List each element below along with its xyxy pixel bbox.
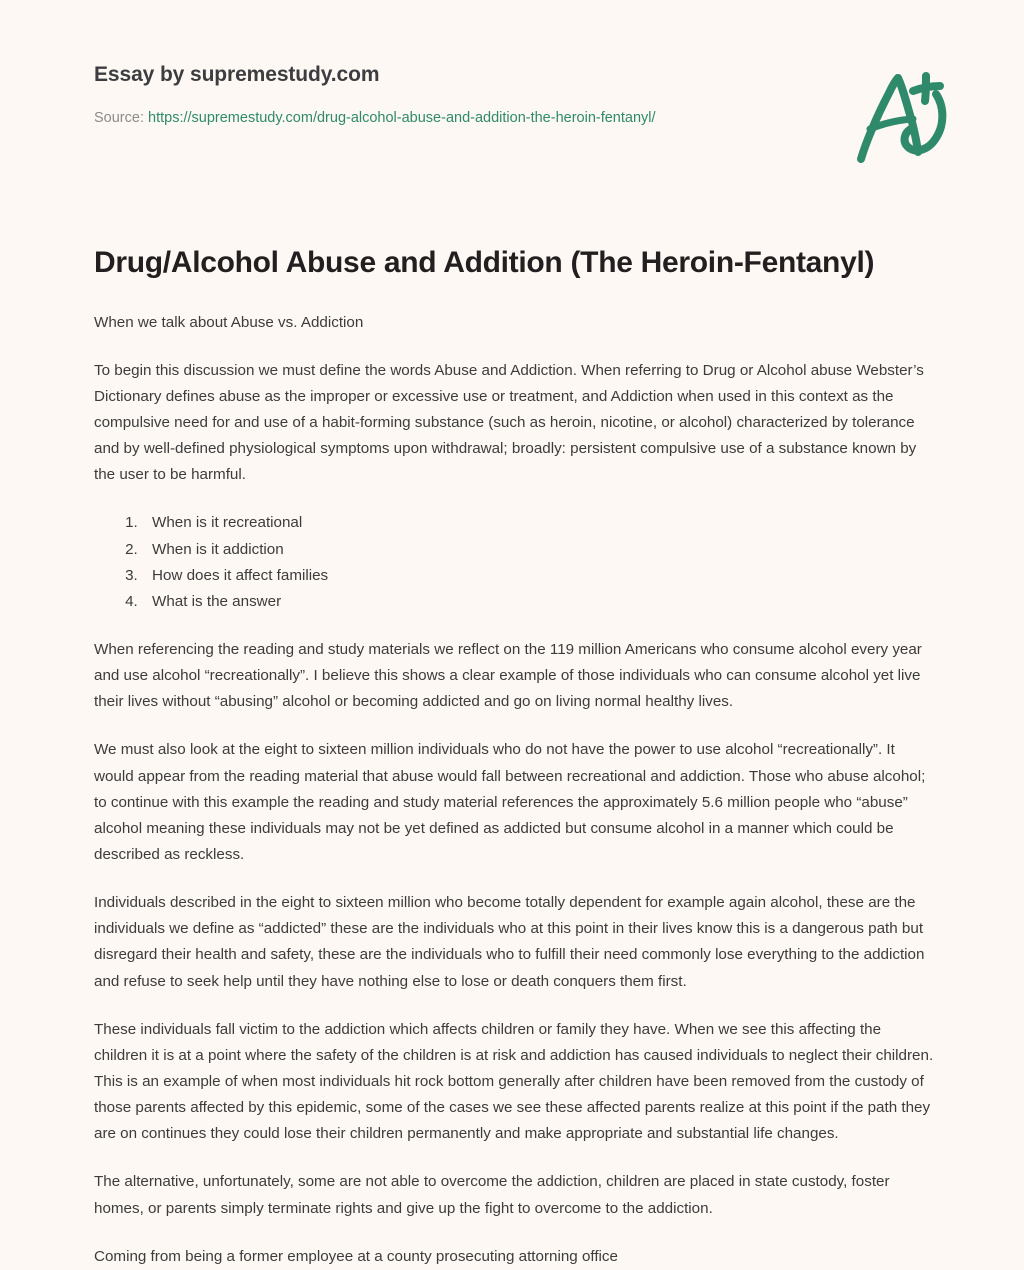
source-label: Source: xyxy=(94,110,144,127)
paragraph-5: These individuals fall victim to the addiction which affects children or family they have. When we see this affecting the children it is at a point where the safety of the children is at risk and addiction has caused individuals to neglect their children. This is an example of when most individuals hit rock bottom generally after children have been removed from the custody of those parents affected by this epidemic, some of the cases we see these affected parents realize at this point if the path they are on continues they could lose their children permanently and make appropriate and substantial life changes. xyxy=(94,1020,934,1143)
list-item: 3. How does it affect families xyxy=(142,563,936,589)
paragraph-7: Coming from being a former employee at a county prosecuting attorning office xyxy=(94,1247,618,1265)
paragraph-2: When referencing the reading and study materials we reflect on the 119 million Americans who consume alcohol every year and use alcohol “recreationally”. I believe this shows a clear example of those individuals who can consume alcohol yet live their lives without “abusing” alcohol or becoming addicted and go on living normal healthy lives. xyxy=(94,641,922,711)
paragraph-intro: When we talk about Abuse vs. Addiction xyxy=(94,313,364,331)
list-item: 2. When is it addiction xyxy=(142,537,936,563)
source-line xyxy=(94,87,952,128)
document-header xyxy=(94,62,952,182)
source-url-link[interactable]: https://supremestudy.com/drug-alcohol-abuse-and-addition-the-heroin-fentanyl/ xyxy=(148,110,656,127)
article-body xyxy=(94,282,936,1270)
question-list xyxy=(94,510,936,615)
paragraph-1: To begin this discussion we must define the words Abuse and Addiction. When referring to Drug or Alcohol abuse Webster’s Dictionary defines abuse as the improper or excessive use or treatment, and Addiction when used in this context as the compulsive need for and use of a habit-forming substance (such as heroin, nicotine, or alcohol) characterized by tolerance and by well-defined physiological symptoms upon withdrawal; broadly: persistent compulsive use of a substance known by the user to be harmful. xyxy=(94,361,924,484)
essay-byline: Essay by supremestudy.com xyxy=(94,63,380,86)
page-title: Drug/Alcohol Abuse and Addition (The Heroin-Fentanyl) xyxy=(94,246,875,279)
list-item: 1. When is it recreational xyxy=(142,510,936,536)
paragraph-6: The alternative, unfortunately, some are not able to overcome the addiction, children are placed in state custody, foster homes, or parents simply terminate rights and give up the fight to overcome to the addiction. xyxy=(94,1173,890,1217)
article-content xyxy=(94,245,936,1270)
paragraph-4: Individuals described in the eight to sixteen million who become totally dependent for example again alcohol, these are the individuals we define as “addicted” these are the individuals who at this point in their lives know this is a dangerous path but disregard their health and safety, these are the individuals who to fulfill their need commonly lose everything to the addiction and refuse to seek help until they have nothing else to lose or death conquers them first. xyxy=(94,894,925,990)
list-item: 4. What is the answer xyxy=(142,589,936,615)
paragraph-3: We must also look at the eight to sixteen million individuals who do not have the power to use alcohol “recreationally”. It would appear from the reading material that abuse would fall between recreational and addiction. Those who abuse alcohol; to continue with this example the reading and study material references the approximately 5.6 million people who “abuse” alcohol meaning these individuals may not be yet defined as addicted but consume alcohol in a manner which could be described as reckless. xyxy=(94,741,926,863)
